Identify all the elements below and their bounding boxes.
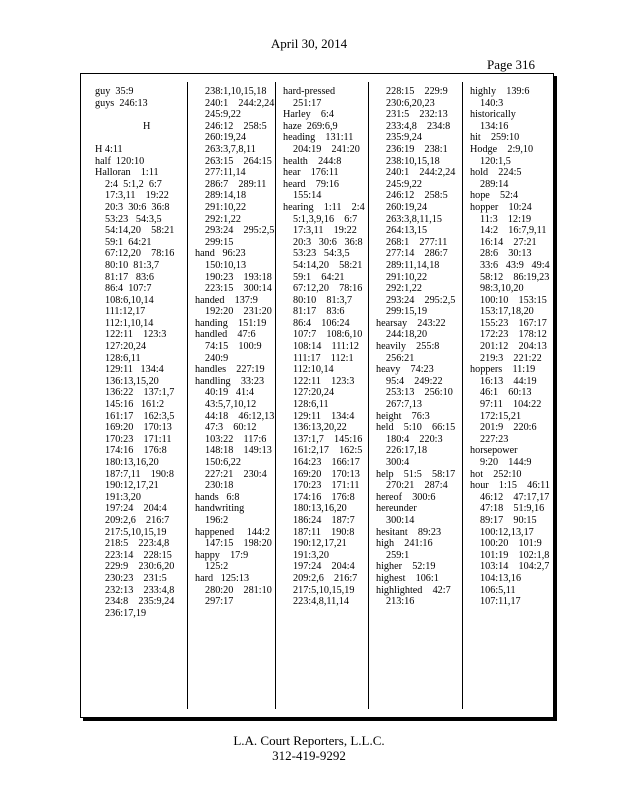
index-entry: 128:6,11 — [293, 399, 329, 411]
index-entry: Hodge 2:9,10 — [470, 143, 534, 155]
index-entry: 300:14 — [386, 514, 415, 526]
section-letter: H — [142, 120, 151, 132]
column-divider — [462, 82, 463, 709]
index-entry: hit 259:10 — [470, 132, 520, 144]
index-entry: 136:13,20,22 — [293, 422, 347, 434]
index-entry: horsepower — [470, 445, 518, 457]
index-entry: 16:14 27:21 — [480, 236, 537, 248]
index-entry: hands 6:8 — [195, 491, 240, 503]
index-entry: handled 47:6 — [195, 329, 256, 341]
index-entry: 140:3 — [480, 97, 504, 109]
index-entry: 33:6 43:9 49:4 — [480, 259, 550, 271]
index-entry: 80:10 81:3,7 — [105, 259, 160, 271]
index-entry: 108:14 111:12 — [293, 341, 360, 353]
index-entry: guys 246:13 — [95, 97, 148, 109]
index-column-5 — [470, 86, 550, 608]
index-entry: 150:10,13 — [205, 259, 247, 271]
index-entry: 17:3,11 19:22 — [105, 190, 169, 202]
index-entry: 17:3,11 19:22 — [293, 225, 357, 237]
index-entry: 246:12 258:5 — [205, 120, 267, 132]
index-entry: 187:11 190:8 — [293, 526, 355, 538]
column-divider — [368, 82, 369, 709]
index-entry: hearsay 243:22 — [376, 317, 446, 329]
index-entry: 289:14 — [480, 178, 509, 190]
index-entry: 256:21 — [386, 352, 415, 364]
index-entry: 67:12,20 78:16 — [105, 248, 175, 260]
index-entry: 263:15 264:15 — [205, 155, 272, 167]
index-entry: 180:4 220:3 — [386, 433, 443, 445]
index-entry: 125:2 — [205, 561, 229, 573]
index-entry: 2:4 5:1,2 6:7 — [105, 178, 162, 190]
index-entry: 89:17 90:15 — [480, 514, 537, 526]
index-entry: 86:4 107:7 — [105, 283, 152, 295]
index-entry: 292:1,22 — [205, 213, 241, 225]
index-entry: 235:9,24 — [386, 132, 422, 144]
index-entry: 236:17,19 — [105, 607, 147, 619]
index-entry: 297:17 — [205, 596, 234, 608]
index-entry: 238:10,15,18 — [386, 155, 440, 167]
index-entry: 299:15,19 — [386, 306, 428, 318]
index-entry: 46:1 60:13 — [480, 387, 532, 399]
index-entry: 190:23 193:18 — [205, 271, 272, 283]
index-entry: 234:8 235:9,24 — [105, 596, 175, 608]
footer-company: L.A. Court Reporters, L.L.C. — [233, 733, 385, 748]
index-entry: 155:14 — [293, 190, 322, 202]
index-entry: 14:2 16:7,9,11 — [480, 225, 547, 237]
index-entry: 172:15,21 — [480, 410, 522, 422]
index-entry: 47:3 60:12 — [205, 422, 257, 434]
index-entry: 230:23 231:5 — [105, 572, 167, 584]
index-entry: 292:1,22 — [386, 283, 422, 295]
index-entry: 128:6,11 — [105, 352, 141, 364]
index-entry: 97:11 104:22 — [480, 399, 542, 411]
index-column-3 — [283, 86, 365, 608]
index-column-1 — [95, 86, 174, 619]
index-entry: heading 131:11 — [283, 132, 354, 144]
index-entry: 5:1,3,9,16 6:7 — [293, 213, 358, 225]
index-entry: 28:6 30:13 — [480, 248, 532, 260]
index-entry: 227:23 — [480, 433, 509, 445]
index-entry: hour 1:15 46:11 — [470, 480, 550, 492]
index-entry: 293:24 295:2,5 — [386, 294, 456, 306]
index-entry: Halloran 1:11 — [95, 167, 159, 179]
index-entry: H 4:11 — [95, 143, 123, 155]
index-entry: 277:14 286:7 — [386, 248, 448, 260]
index-entry: 260:19,24 — [205, 132, 247, 144]
index-entry: 100:20 101:9 — [480, 538, 542, 550]
index-entry: hoppers 11:19 — [470, 364, 536, 376]
index-entry: hereof 300:6 — [376, 491, 436, 503]
index-entry: hard-pressed — [283, 86, 336, 97]
index-entry: 217:5,10,15,19 — [293, 584, 355, 596]
index-entry: 67:12,20 78:16 — [293, 283, 363, 295]
index-entry: 103:14 104:2,7 — [480, 561, 550, 573]
index-entry: 260:19,24 — [386, 201, 428, 213]
index-entry: hard 125:13 — [195, 572, 250, 584]
index-entry: 192:20 231:20 — [205, 306, 272, 318]
index-entry: half 120:10 — [95, 155, 145, 167]
column-divider — [187, 82, 188, 709]
index-entry: 204:19 241:20 — [293, 143, 360, 155]
index-box — [80, 73, 554, 718]
index-entry: highest 106:1 — [376, 572, 439, 584]
index-entry: handing 151:19 — [195, 317, 267, 329]
index-entry: 169:20 170:13 — [105, 422, 172, 434]
index-entry: 169:20 170:13 — [293, 468, 360, 480]
index-entry: 191:3,20 — [105, 491, 141, 503]
index-column-4 — [376, 86, 455, 608]
index-entry: 180:13,16,20 — [105, 457, 159, 468]
index-entry: 238:1,10,15,18 — [205, 86, 267, 97]
index-entry: 293:24 295:2,5 — [205, 225, 275, 237]
index-entry: hearing 1:11 2:4 — [283, 201, 365, 213]
index-entry: 20:3 30:6 36:8 — [293, 236, 363, 248]
column-divider — [275, 82, 276, 709]
index-entry: 106:5,11 — [480, 584, 516, 596]
index-entry: 148:18 149:13 — [205, 445, 272, 457]
index-entry: 190:12,17,21 — [293, 538, 347, 550]
index-entry: 240:1 244:2,24 — [205, 97, 275, 109]
index-entry: 174:16 176:8 — [105, 445, 167, 457]
index-entry: 201:9 220:6 — [480, 422, 537, 434]
index-entry: heavy 74:23 — [376, 364, 434, 376]
index-entry: handed 137:9 — [195, 294, 258, 306]
index-entry: 9:20 144:9 — [480, 457, 532, 468]
index-entry: Harley 6:4 — [283, 109, 334, 121]
index-entry: 20:3 30:6 36:8 — [105, 201, 170, 213]
index-entry: 111:17 112:1 — [293, 352, 354, 364]
index-entry: 251:17 — [293, 97, 322, 109]
index-entry: happened 144:2 — [195, 526, 270, 538]
index-entry: 232:13 233:4,8 — [105, 584, 175, 596]
index-entry: 213:16 — [386, 596, 415, 608]
index-entry: 231:5 232:13 — [386, 109, 448, 121]
index-entry: 226:17,18 — [386, 445, 428, 457]
index-entry: 289:14,18 — [205, 190, 247, 202]
index-entry: 53:23 54:3,5 — [105, 213, 162, 225]
index-entry: 267:7,13 — [386, 399, 422, 411]
index-entry: historically — [470, 109, 516, 121]
index-entry — [95, 109, 174, 121]
index-entry: 86:4 106:24 — [293, 317, 350, 329]
index-entry: happy 17:9 — [195, 549, 249, 561]
index-entry: 270:21 287:4 — [386, 480, 448, 492]
index-entry: 161:17 162:3,5 — [105, 410, 175, 422]
index-entry: 233:4,8 234:8 — [386, 120, 451, 132]
index-entry: 11:3 12:19 — [480, 213, 532, 225]
index-entry: 107:7 108:6,10 — [293, 329, 363, 341]
index-entry: 155:23 167:17 — [480, 317, 547, 329]
index-entry: 147:15 198:20 — [205, 538, 272, 550]
index-entry: 223:4,8,11,14 — [293, 596, 349, 608]
index-entry: 264:13,15 — [386, 225, 428, 237]
index-entry: 112:10,14 — [293, 364, 334, 376]
index-entry: 230:18 — [205, 480, 234, 492]
index-entry: held 5:10 66:15 — [376, 422, 456, 434]
index-entry: 201:12 204:13 — [480, 341, 547, 353]
index-entry: 299:15 — [205, 236, 234, 248]
index-entry: 187:7,11 190:8 — [105, 468, 174, 480]
index-entry: 98:3,10,20 — [480, 283, 524, 295]
index-entry: highlighted 42:7 — [376, 584, 451, 596]
index-entry: height 76:3 — [376, 410, 430, 422]
index-entry: 46:12 47:17,17 — [480, 491, 550, 503]
index-entry: 59:1 64:21 — [293, 271, 345, 283]
index-entry: 218:5 223:4,8 — [105, 538, 170, 550]
footer-phone: 312-419-9292 — [272, 748, 346, 763]
index-entry: 58:12 86:19,23 — [480, 271, 550, 283]
index-entry: 81:17 83:6 — [105, 271, 154, 283]
index-entry: 227:21 230:4 — [205, 468, 267, 480]
index-entry: hope 52:4 — [470, 190, 519, 202]
index-entry: 129:11 134:4 — [293, 410, 355, 422]
index-entry: 217:5,10,15,19 — [105, 526, 167, 538]
index-entry: 223:15 300:14 — [205, 283, 272, 295]
index-entry: 209:2,6 216:7 — [293, 572, 358, 584]
index-entry: 186:24 187:7 — [293, 514, 355, 526]
index-entry: 16:13 44:19 — [480, 375, 537, 387]
index-entry: 190:12,17,21 — [105, 480, 159, 492]
index-entry: hold 224:5 — [470, 167, 522, 179]
index-entry: 280:20 281:10 — [205, 584, 272, 596]
index-entry: heavily 255:8 — [376, 341, 440, 353]
index-entry: 103:22 117:6 — [205, 433, 267, 445]
index-entry: 244:18,20 — [386, 329, 428, 341]
index-entry: 108:6,10,14 — [105, 294, 154, 306]
index-entry: hesitant 89:23 — [376, 526, 442, 538]
index-entry: 127:20,24 — [105, 341, 147, 353]
index-entry: 40:19 41:4 — [205, 387, 254, 399]
index-entry: 47:18 51:9,16 — [480, 503, 545, 515]
index-entry: 191:3,20 — [293, 549, 329, 561]
index-entry: 101:19 102:1,8 — [480, 549, 550, 561]
index-entry: 245:9,22 — [386, 178, 422, 190]
index-entry: 150:6,22 — [205, 457, 241, 468]
index-entry: hand 96:23 — [195, 248, 246, 260]
index-entry: 161:2,17 162:5 — [293, 445, 363, 457]
index-entry: help 51:5 58:17 — [376, 468, 456, 480]
index-entry: heard 79:16 — [283, 178, 340, 190]
index-entry: hereunder — [376, 503, 417, 515]
index-entry: 219:3 221:22 — [480, 352, 542, 364]
index-entry: 209:2,6 216:7 — [105, 514, 170, 526]
index-entry: 289:11,14,18 — [386, 259, 440, 271]
index-entry: 127:20,24 — [293, 387, 335, 399]
index-entry: 134:16 — [480, 120, 509, 132]
index-entry: haze 269:6,9 — [283, 120, 338, 132]
index-entry: 174:16 176:8 — [293, 491, 355, 503]
index-entry: 253:13 256:10 — [386, 387, 453, 399]
index-entry: 170:23 171:11 — [105, 433, 172, 445]
index-entry: 230:6,20,23 — [386, 97, 435, 109]
index-entry: 170:23 171:11 — [293, 480, 360, 492]
index-entry: 112:1,10,14 — [105, 317, 154, 329]
index-entry: 197:24 204:4 — [105, 503, 167, 515]
index-entry: 95:4 249:22 — [386, 375, 443, 387]
index-entry: handwriting — [195, 503, 245, 515]
index-entry: 172:23 178:12 — [480, 329, 547, 341]
index-entry: 122:11 123:3 — [105, 329, 167, 341]
index-entry: 277:11,14 — [205, 167, 246, 179]
index-entry: 43:5,7,10,12 — [205, 399, 257, 411]
index-entry: hopper 10:24 — [470, 201, 532, 213]
index-entry: highly 139:6 — [470, 86, 530, 97]
index-entry: 236:19 238:1 — [386, 143, 448, 155]
index-entry: 74:15 100:9 — [205, 341, 262, 353]
index-entry: hot 252:10 — [470, 468, 522, 480]
index-entry: handling 33:23 — [195, 375, 265, 387]
index-entry: health 244:8 — [283, 155, 342, 167]
index-entry: 137:1,7 145:16 — [293, 433, 363, 445]
index-entry: 81:17 83:6 — [293, 306, 345, 318]
index-entry: high 241:16 — [376, 538, 433, 550]
index-entry: 228:15 229:9 — [386, 86, 448, 97]
page-number: Page 316 — [487, 57, 536, 72]
index-entry: 59:1 64:21 — [105, 236, 152, 248]
index-entry: 104:13,16 — [480, 572, 522, 584]
index-entry: 44:18 46:12,13 — [205, 410, 275, 422]
index-entry: 100:10 153:15 — [480, 294, 547, 306]
index-entry: 263:3,7,8,11 — [205, 143, 256, 155]
index-entry: 54:14,20 58:21 — [105, 225, 175, 237]
index-entry: 291:10,22 — [386, 271, 428, 283]
index-entry — [95, 132, 174, 144]
index-entry: 240:9 — [205, 352, 229, 364]
index-entry: 197:24 204:4 — [293, 561, 355, 573]
index-entry: 136:22 137:1,7 — [105, 387, 175, 399]
index-entry: 196:2 — [205, 514, 229, 526]
index-entry: higher 52:19 — [376, 561, 436, 573]
index-entry: hear 176:11 — [283, 167, 339, 179]
index-entry: 120:1,5 — [480, 155, 511, 167]
index-entry: 129:11 134:4 — [105, 364, 164, 376]
index-entry: 263:3,8,11,15 — [386, 213, 442, 225]
index-entry: 100:12,13,17 — [480, 526, 534, 538]
index-entry: 246:12 258:5 — [386, 190, 448, 202]
index-column-2 — [195, 86, 274, 608]
index-entry: 136:13,15,20 — [105, 375, 159, 387]
index-entry: 245:9,22 — [205, 109, 241, 121]
index-entry: 111:12,17 — [105, 306, 146, 318]
index-entry: 53:23 54:3,5 — [293, 248, 350, 260]
index-entry: 291:10,22 — [205, 201, 247, 213]
index-entry: 223:14 228:15 — [105, 549, 172, 561]
index-entry: 122:11 123:3 — [293, 375, 355, 387]
index-entry: 259:1 — [386, 549, 410, 561]
page-date: April 30, 2014 — [270, 36, 348, 51]
index-entry: 145:16 161:2 — [105, 399, 165, 411]
index-entry: 240:1 244:2,24 — [386, 167, 456, 179]
index-entry: 268:1 277:11 — [386, 236, 448, 248]
index-entry: 153:17,18,20 — [480, 306, 534, 318]
index-entry: 164:23 166:17 — [293, 457, 360, 468]
index-entry: guy 35:9 — [95, 86, 134, 97]
index-entry: handles 227:19 — [195, 364, 265, 376]
index-entry: 80:10 81:3,7 — [293, 294, 353, 306]
index-entry: 54:14,20 58:21 — [293, 259, 363, 271]
index-entry: 300:4 — [386, 457, 410, 468]
index-entry: 180:13,16,20 — [293, 503, 347, 515]
index-entry: 107:11,17 — [480, 596, 521, 608]
index-entry: 229:9 230:6,20 — [105, 561, 175, 573]
index-entry: 286:7 289:11 — [205, 178, 267, 190]
